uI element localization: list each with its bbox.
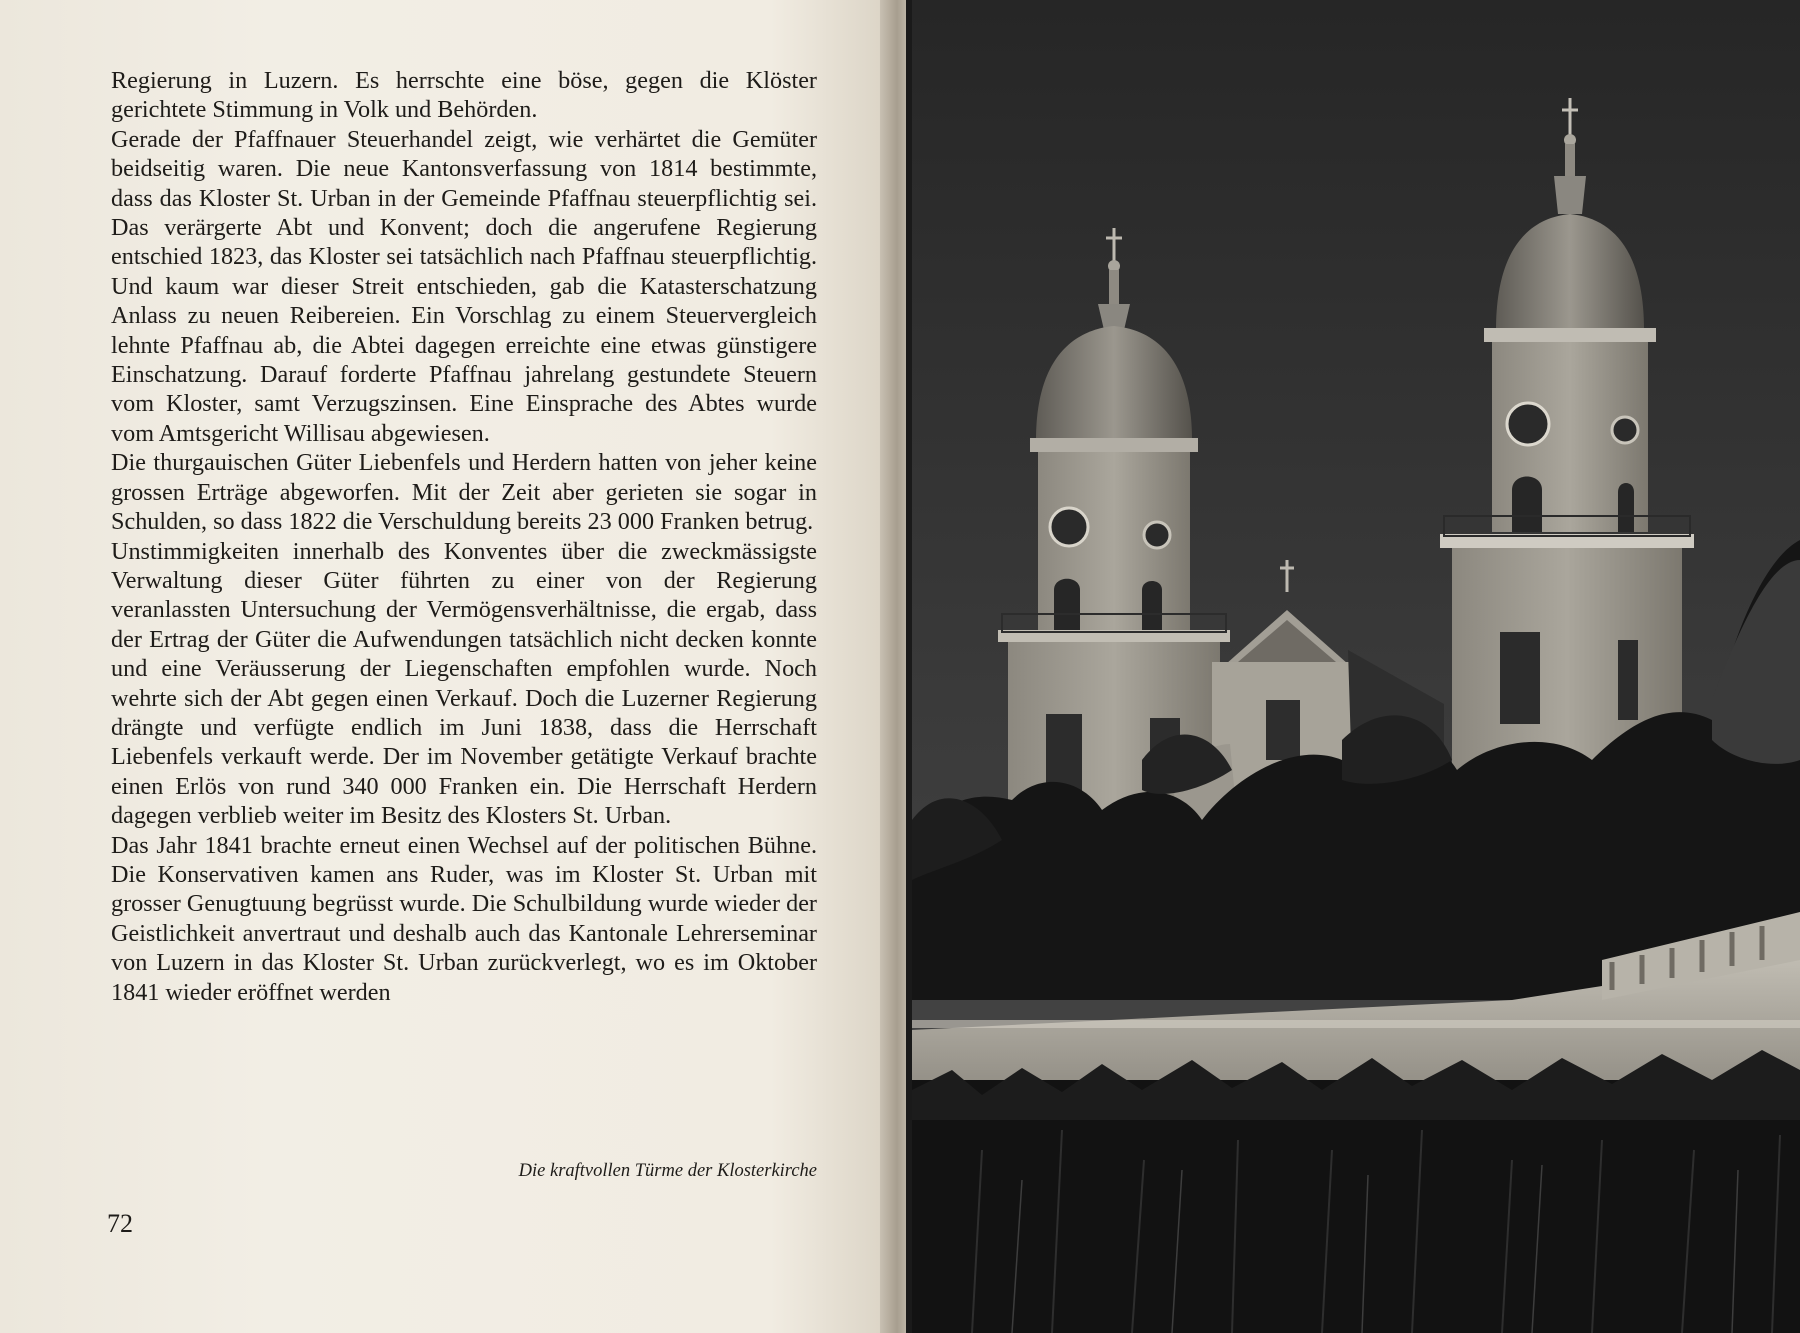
photo-caption: Die kraftvollen Türme der Klosterkirche: [518, 1161, 817, 1181]
page-number: 72: [107, 1209, 133, 1238]
paragraph-2: Gerade der Pfaffnauer Steuerhandel zeigt, wie verhärtet die Gemüter beidseitig waren. Die neue Kantonsverfassung von 1814 bestimmte, dass das Kloster St. Urban in der Gemeinde Pfaffnau steuerpflichtig sei. Das verärgerte Abt und Konvent; doch die angerufene Regierung entschied 1823, das Kloster sei tatsächlich nach Pfaffnau steuerpflichtig. Und kaum war dieser Streit entschieden, gab die Katasterschatzung Anlass zu neuen Reibereien. Ein Vorschlag zu einem Steuervergleich lehnte Pfaffnau ab, die Abtei dagegen erreichte eine etwas günstigere Einschatzung. Darauf forderte Pfaffnau jahrelang gestundete Steuern vom Kloster, samt Verzugszinsen. Eine Einsprache des Abtes wurde vom Amtsgericht Willisau abgewiesen.: [111, 125, 817, 447]
paragraph-1: Regierung in Luzern. Es herrschte eine böse, gegen die Klöster gerichtete Stimmung in Volk und Behörden.: [111, 67, 817, 124]
body-text: [111, 66, 817, 1007]
paragraph-3: Die thurgauischen Güter Liebenfels und Herdern hatten von jeher keine grossen Erträge abgeworfen. Mit der Zeit aber gerieten sie sogar in Schulden, so dass 1822 die Verschuldung bereits 23 000 Franken betrug.: [111, 449, 817, 536]
right-page: [906, 0, 1800, 1333]
church-photo: [912, 0, 1800, 1333]
paragraph-4: Unstimmigkeiten innerhalb des Konventes über die zweckmässigste Verwaltung dieser Güter führten zu einer von der Regierung veranlassten Untersuchung der Vermögensverhältnisse, die ergab, dass der Ertrag der Güter die Aufwendungen tatsächlich nicht decken konnte und eine Veräusserung der Liegenschaften empfohlen wurde. Noch wehrte sich der Abt gegen einen Verkauf. Doch die Luzerner Regierung drängte und verfügte endlich im Juni 1838, dass die Herrschaft Liebenfels verkauft werde. Der im November getätigte Verkauf brachte einen Erlös von rund 340 000 Franken ein. Die Herrschaft Herdern dagegen verblieb weiter im Besitz des Klosters St. Urban.: [111, 537, 817, 830]
grass-foreground: [912, 1050, 1800, 1333]
paragraph-5: Das Jahr 1841 brachte erneut einen Wechsel auf der politischen Bühne. Die Konservativen kamen ans Ruder, was im Kloster St. Urban mit grosser Genugtuung begrüsst wurde. Die Schulbildung wurde wieder der Geistlichkeit anvertraut und deshalb auch das Kantonale Lehrerseminar von Luzern in das Kloster St. Urban zurückverlegt, wo es im Oktober 1841 wieder eröffnet werden: [111, 831, 817, 1006]
